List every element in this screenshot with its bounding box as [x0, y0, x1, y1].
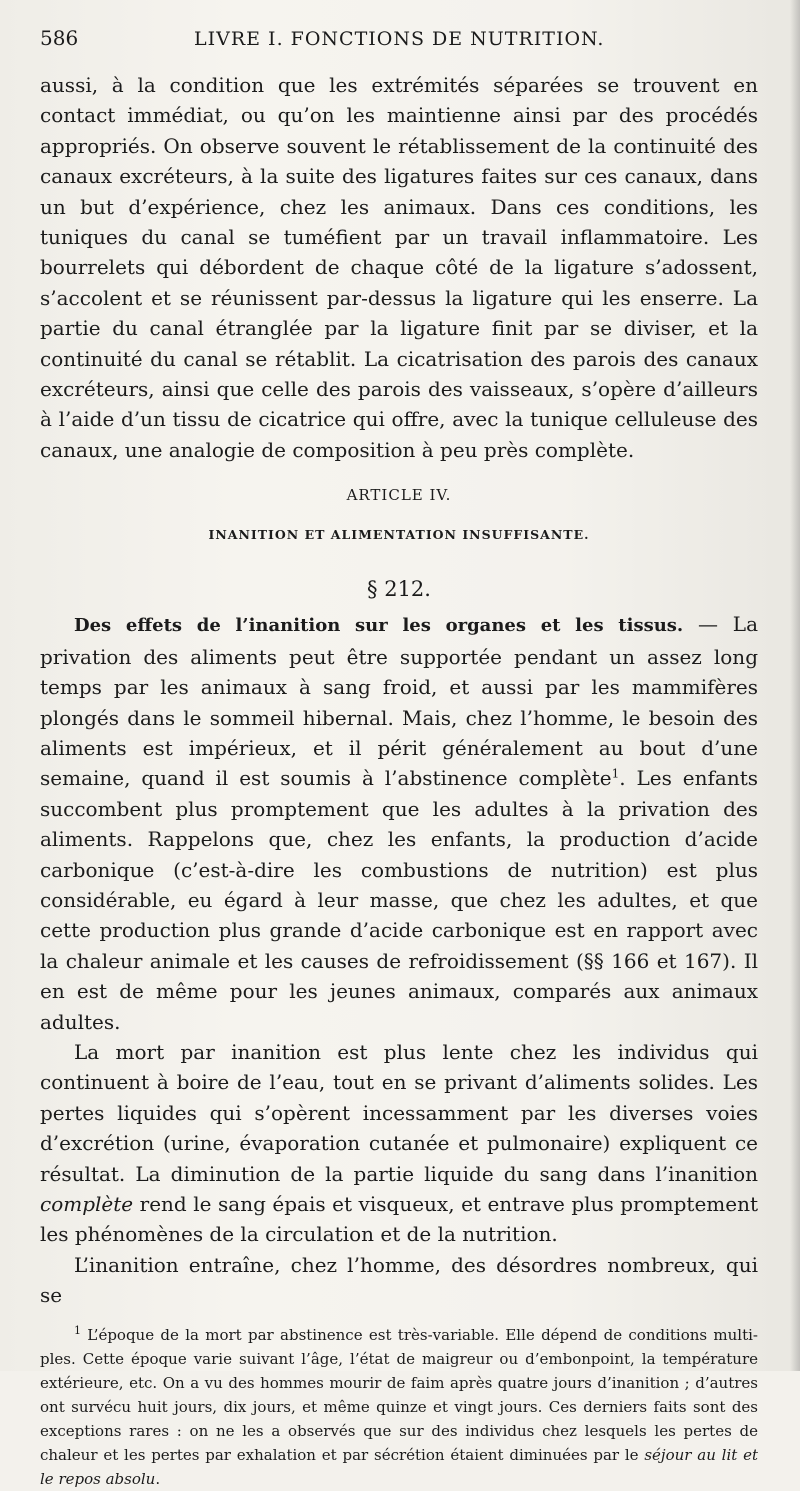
paragraph-disorders: L’inanition entraîne, chez l’homme, des désordres nombreux, qui se — [40, 1252, 758, 1308]
page-edge-shadow — [790, 0, 800, 1371]
footnotes — [40, 1323, 758, 1491]
page-header — [40, 26, 758, 60]
paragraph-text: — La privation des aliments peut être supportée pendant un assez long temps par les animaux à sang froid, et aussi par les mammifères plongés dans le sommeil hibernal. Mais, chez l’homme, le besoin des aliments est impérieux, et il périt généralement au bout d’une semaine, quand il est soumis à l’abstinence complète — [40, 612, 758, 791]
article-subtitle: INANITION ET ALIMENTATION INSUFFISANTE. — [208, 527, 590, 543]
article-heading: ARTICLE IV. — [346, 486, 452, 505]
paragraph-text: rend le sang épais et visqueux, et entrave plus promptement les phénomènes de la circulation et de la nutrition. — [40, 1192, 758, 1247]
footnote-text: L’époque de la mort par abstinence est très-variable. Elle dépend de conditions multiples. Cette époque varie suivant l’âge, l’état de maigreur ou d’embonpoint, la température extérieure, etc. On a vu des hommes mourir de faim après quatre jours d’inanition ; d’autres ont survécu huit jours, dix jours, et même quinze et vingt jours. Ces derniers faits sont des exceptions rares : on ne les a observés que sur des individus chez lesquels les pertes de chaleur et les pertes par exhalation et par sécrétion étaient diminuées par le — [40, 1325, 758, 1464]
footnote-emphasis: séjour au lit et le repos absolu — [40, 1445, 758, 1488]
page-number: 586 — [40, 26, 79, 50]
section-number: § 212. — [367, 577, 431, 602]
paragraph-slow-death — [40, 1037, 758, 1250]
paragraph-text: . Les enfants succombent plus promptement que les adultes à la privation des aliments. Rappelons que, chez les enfants, la production d’acide carbonique (c’est-à-dire les combustions de nutrition) est plus considérable, eu égard à leur masse, que chez les adultes, et que cette production plus grande d’acide carbonique est en rapport avec la chaleur animale et les causes de refroidissement (§§ 166 et 167). Il en est de même pour les jeunes animaux, comparés aux animaux adultes. — [40, 766, 759, 1034]
footnote-reference: 1 — [611, 766, 620, 781]
footnote-mark: 1 — [74, 1323, 81, 1337]
footnote-end: . — [155, 1469, 161, 1488]
paragraph-inanition-effects — [40, 609, 758, 1037]
paragraph-continuation: aussi, à la condition que les extrémités séparées se trouvent en contact immédiat, ou qu’on les maintienne ainsi par des procédés appropriés. On observe souvent le rétablissement de la continuité des canaux excréteurs, à la suite des ligatures faites sur ces canaux, dans un but d’expérience, chez les animaux. Dans ces conditions, les tuniques du canal se tuméfient par un travail inflammatoire. Les bourrelets qui débordent de chaque côté de la ligature s’adossent, s’accolent et se réunissent par-dessus la ligature qui les enserre. La partie du canal étranglée par la ligature finit par se diviser, et la continuité du canal se rétablit. La cicatrisation des parois des canaux excréteurs, ainsi que celle des parois des vaisseaux, s’opère d’ailleurs à l’aide d’un tissu de cicatrice qui offre, avec la tunique celluleuse des canaux, une analogie de composition à peu près complète. — [40, 73, 758, 462]
emphasis-text: complète — [40, 1192, 134, 1216]
running-head: LIVRE I. FONCTIONS DE NUTRITION. — [194, 28, 605, 50]
footnote — [40, 1323, 758, 1491]
paragraph-text: La mort par inanition est plus lente chez les individus qui continuent à boire de l’eau, tout en se privant d’aliments solides. Les pertes liquides qui s’opèrent incessamment par les diverses voies d’excrétion (urine, évaporation cutanée et pulmonaire) expliquent ce résultat. La diminution de la partie liquide du sang dans l’inanition — [40, 1039, 758, 1186]
section-lead-title: Des effets de l’inanition sur les organes et les tissus. — [74, 615, 684, 637]
